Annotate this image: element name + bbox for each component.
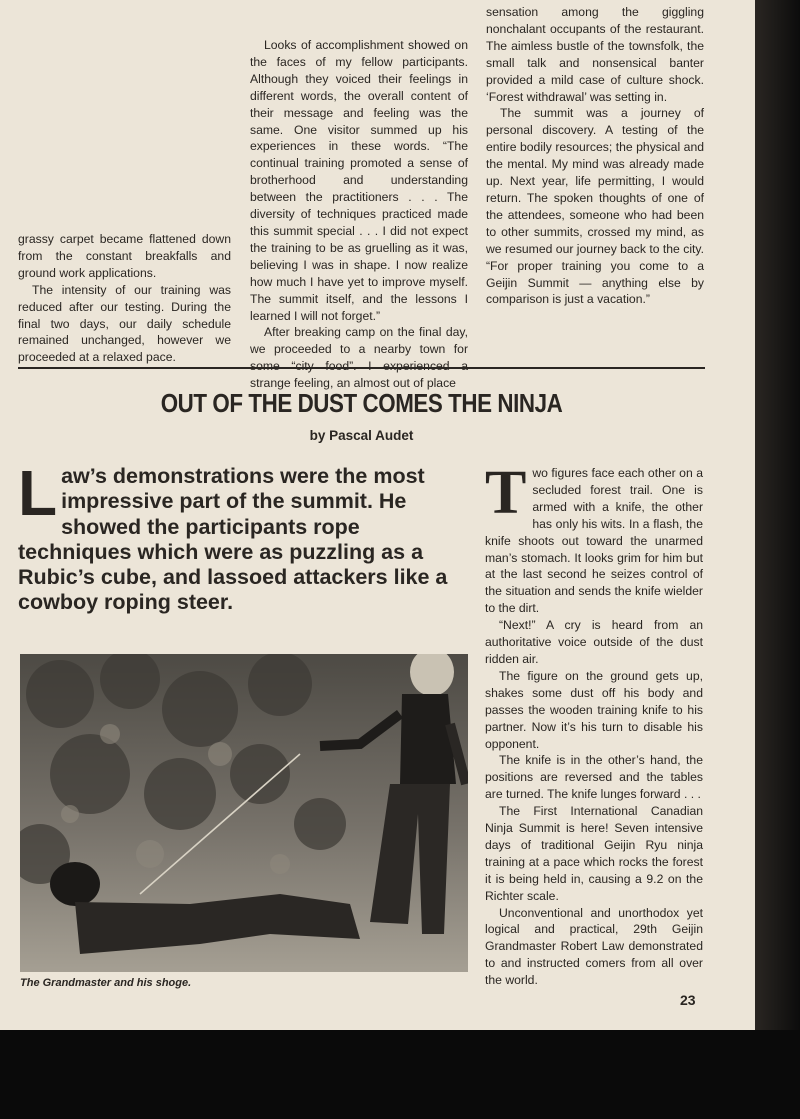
col2-paragraph-2: After breaking camp on the final day, we proceeded to a nearby town for strange feeling, an almost out of place [250, 325, 468, 391]
article-first-paragraph [485, 459, 703, 617]
column-3 [486, 4, 704, 308]
pull-quote-drop-cap: L [18, 457, 58, 529]
forest-rope-scene-illustration [20, 654, 468, 972]
page-number: 23 [680, 992, 696, 1008]
pull-quote-text: aw’s demonstrations were the most impressive part of the summit. He showed the participants rope techniques which were as puzzling as a Rubic’s cube, and lassoed attackers like a cowboy roping steer. [18, 464, 448, 615]
article-first-text: wo figures face each other on a secluded forest trail. One is armed with a knife, the other has only his wits. In a flash, the knife shoots out toward the unarmed man’s stomach. It looks grim for him but at the last second he seizes control of the situation and sends the knife wielder to the dirt. [485, 466, 703, 616]
binding-spine [755, 0, 800, 1030]
article-paragraph: The First International Canadian Ninja Summit is here! Seven intensive days of traditional Geijin Ryu ninja training at a pace which rocks the forest it is being held in, causing a 9.2 on the Richter scale. [485, 804, 703, 903]
scan-background [0, 1030, 800, 1119]
col2-paragraph-1: Looks of accomplishment showed on the faces of my fellow participants. Although they voiced their feelings in different words, the overall content of their message and feeling was the same. One visitor summed up his experiences in these words. “The continual training promoted a sense of brotherhood and understanding between the practitioners . . . The diversity of techniques practiced made this summit special . . . I did not expect the training to be as gruelling as it was, believing I was in shape. I now realize how much I have yet to improve myself. The summit itself, and the lessons I learned I will not forget.” [250, 38, 468, 323]
article-body [485, 459, 703, 989]
col3-paragraph-2: The summit was a journey of personal discovery. A testing of the entire bodily resources; the physical and the mental. My mind was already made up. Next year, life permitting, I would return. The spoken thoughts of one of the attendees, someone who had been to other summits, crossed my mind, as we resumed our journey back to the city. “For proper training you come to a Geijin Summit — anything else by comparison is just a vacation.” [486, 106, 704, 307]
col1-paragraph-1: grassy carpet became flattened down from the constant breakfalls and ground work applications. [18, 232, 231, 280]
article-paragraph: The figure on the ground gets up, shakes some dust off his body and passes the wooden training knife to his partner. Now it’s his turn to disable his opponent. [485, 668, 703, 751]
col1-paragraph-2: The intensity of our training was reduced after our testing. During the final two days, our daily schedule remained unchanged, however we proceeded at a relaxed pace. [18, 282, 231, 365]
article-drop-cap: T [485, 459, 527, 527]
grandmaster-photo [20, 654, 468, 972]
photo-caption: The Grandmaster and his shoge. [20, 977, 192, 989]
article-paragraph: Unconventional and unorthodox yet logical and practical, 29th Geijin Grandmaster Robert Law demonstrated to and instructed comers from all over the world. [485, 905, 703, 988]
column-1 [18, 231, 231, 366]
section-divider [18, 367, 705, 369]
article-paragraph: “Next!” A cry is heard from an authoritative voice outside of the dust ridden air. [485, 618, 703, 666]
article-headline: OUT OF THE DUST COMES THE NINJA [160, 388, 563, 418]
col3-paragraph-1: sensation among the giggling nonchalant occupants of the restaurant. The aimless bustle of the townsfolk, the small talk and nonsensical banter provided a mild case of culture shock. ‘Forest withdrawal’ was setting in. [486, 5, 704, 104]
pull-quote [18, 457, 458, 616]
column-2 [250, 37, 468, 392]
article-byline: by Pascal Audet [309, 428, 414, 443]
article-paragraph: The knife is in the other’s hand, the positions are reversed and the tables are turned. The knife lunges forward . . . [485, 753, 703, 802]
